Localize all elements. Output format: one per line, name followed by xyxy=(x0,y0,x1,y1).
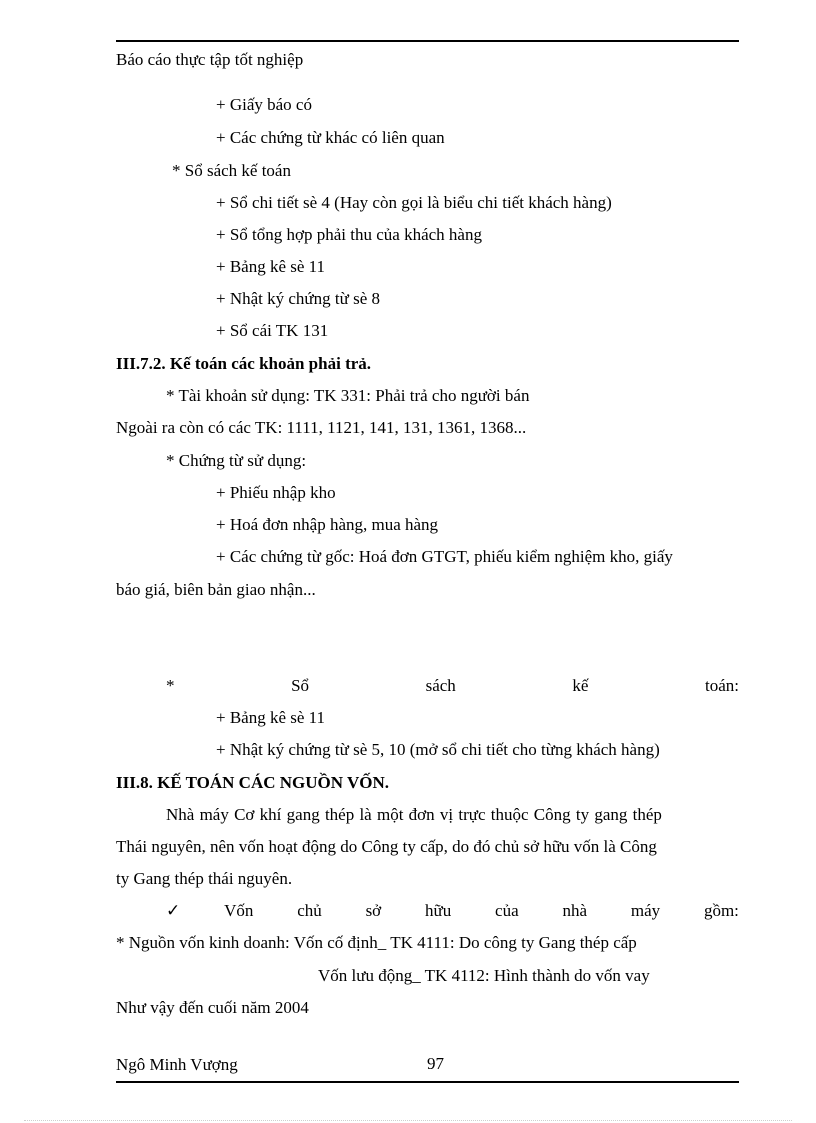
text-line: + Giấy báo có xyxy=(216,95,312,114)
text-line: * Tài khoản sử dụng: TK 331: Phải trả cho người bán xyxy=(166,386,530,405)
word: sở xyxy=(365,901,382,920)
word: máy xyxy=(630,901,661,920)
word: của xyxy=(495,901,519,920)
text-line: Như vậy đến cuối năm 2004 xyxy=(116,998,309,1017)
header-title: Báo cáo thực tập tốt nghiệp xyxy=(116,50,304,69)
text-line: * Sổ sách kế toán xyxy=(172,161,291,180)
word: chủ xyxy=(297,901,322,920)
word: Vốn xyxy=(224,901,254,920)
text-line: + Phiếu nhập kho xyxy=(216,483,336,502)
text-line: * Chứng từ sử dụng: xyxy=(166,451,307,470)
word: sách xyxy=(425,676,456,695)
spread-line xyxy=(166,900,739,922)
word: kế xyxy=(572,676,589,695)
text-line: + Sổ tổng hợp phải thu của khách hàng xyxy=(216,225,482,244)
text-line: Ngoài ra còn có các TK: 1111, 1121, 141, 131, 1361, 1368... xyxy=(116,418,527,437)
word: toán: xyxy=(704,676,739,695)
text-line: + Bảng kê sè 11 xyxy=(216,257,326,276)
text-line: + Nhật ký chứng từ sè 8 xyxy=(216,289,380,308)
section-heading: III.7.2. Kế toán các khoản phải trả. xyxy=(116,354,372,373)
text-line: Vốn lưu động_ TK 4112: Hình thành do vốn vay xyxy=(318,966,650,985)
text-line: + Sổ cái TK 131 xyxy=(216,321,329,340)
text-line: báo giá, biên bản giao nhận... xyxy=(116,580,316,599)
footer-rule xyxy=(116,1081,739,1083)
word: gồm: xyxy=(703,901,739,920)
text-line: + Các chứng từ khác có liên quan xyxy=(216,128,445,147)
text-line: * Nguồn vốn kinh doanh: Vốn cố định_ TK 4111: Do công ty Gang thép cấp xyxy=(116,933,637,952)
checkmark-icon: ✓ xyxy=(166,901,181,920)
word: hữu xyxy=(425,901,452,920)
paragraph-line: Thái nguyên, nên vốn hoạt động do Công ty cấp, do đó chủ sở hữu vốn là Công xyxy=(116,837,657,856)
word: nhà xyxy=(562,901,588,920)
page-edge-dots xyxy=(24,1120,792,1121)
text-line: + Sổ chi tiết sè 4 (Hay còn gọi là biểu chi tiết khách hàng) xyxy=(216,193,612,212)
spread-line xyxy=(166,675,739,697)
text-line: + Nhật ký chứng từ sè 5, 10 (mở sổ chi tiết cho từng khách hàng) xyxy=(216,740,660,759)
text-line: + Bảng kê sè 11 xyxy=(216,708,326,727)
footer-author: Ngô Minh Vượng xyxy=(116,1055,238,1074)
text-line: + Các chứng từ gốc: Hoá đơn GTGT, phiếu kiểm nghiệm kho, giấy xyxy=(216,547,673,566)
page-number: 97 xyxy=(427,1054,444,1073)
paragraph-line: ty Gang thép thái nguyên. xyxy=(116,869,293,888)
text-line: + Hoá đơn nhập hàng, mua hàng xyxy=(216,515,439,534)
section-heading: III.8. KẾ TOÁN CÁC NGUỒN VỐN. xyxy=(116,773,389,792)
header-rule xyxy=(116,40,739,42)
word: Sổ xyxy=(291,676,310,695)
paragraph-line: Nhà máy Cơ khí gang thép là một đơn vị trực thuộc Công ty gang thép xyxy=(166,805,662,824)
word: * xyxy=(166,676,175,695)
